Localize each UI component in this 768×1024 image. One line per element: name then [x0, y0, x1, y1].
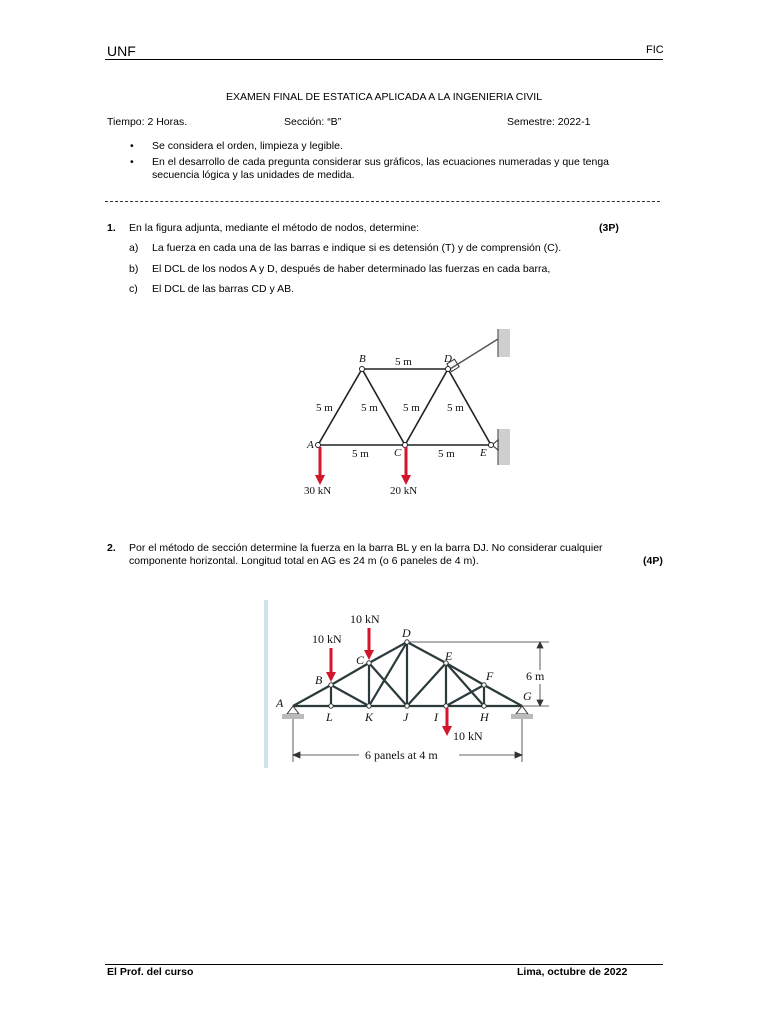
node-label-j: J [403, 710, 409, 724]
node-label-i: I [434, 710, 438, 724]
node-label-e: E [480, 447, 487, 459]
height-label: 6 m [526, 669, 545, 683]
node-label-b: B [315, 673, 323, 687]
node-label-a: A [276, 696, 284, 710]
header-rule [105, 59, 663, 60]
footer-right: Lima, octubre de 2022 [517, 966, 628, 978]
q2-points: (4P) [643, 555, 663, 567]
header-right: FIC [646, 44, 664, 56]
span-label: 6 panels at 4 m [365, 748, 438, 762]
load-arrow [442, 708, 452, 736]
node-label-c: C [394, 447, 402, 459]
exam-title: EXAMEN FINAL DE ESTATICA APLICADA A LA INGENIERIA CIVIL [225, 91, 543, 103]
header-left: UNF [107, 43, 136, 59]
q2-text: Por el método de sección determine la fuerza en la barra BL y en la barra DJ. No considerar cualquier componente horizontal. Longitud total en AG es 24 m (o 6 paneles de 4 m). [129, 542, 603, 567]
q1-truss-figure [290, 325, 520, 505]
q1-item-text: La fuerza en cada una de las barras e indique si es detensión (T) y de comprensión (C). [152, 242, 562, 254]
node-label-l: L [326, 710, 333, 724]
length-label: 5 m [395, 356, 412, 368]
roller-support-g [511, 706, 533, 719]
length-label: 5 m [438, 448, 455, 460]
node-label-h: H [480, 710, 489, 724]
exam-section: Sección: “B” [284, 116, 342, 128]
node-label-d: D [402, 626, 411, 640]
q1-item-text: El DCL de los nodos A y D, después de haber determinado las fuerzas en cada barra, [152, 263, 551, 275]
load-arrow [364, 628, 374, 660]
footer-left: El Prof. del curso [107, 966, 194, 978]
wall-support-top [498, 329, 510, 357]
figure-edge [264, 600, 268, 768]
load-label: 10 kN [312, 632, 342, 646]
wall-support-bottom [498, 429, 510, 465]
node-label-e: E [445, 649, 453, 663]
q1-item-letter: c) [129, 283, 138, 295]
node-label-a: A [307, 439, 314, 451]
length-label: 5 m [447, 402, 464, 414]
load-arrow [326, 648, 336, 682]
q1-item-text: El DCL de las barras CD y AB. [152, 283, 294, 295]
footer-rule [105, 964, 663, 965]
pin-support-a [282, 706, 304, 719]
q1-item-letter: b) [129, 263, 139, 275]
q1-text: En la figura adjunta, mediante el método de nodos, determine: [129, 222, 420, 234]
q2-truss-figure [264, 600, 564, 770]
q1-points: (3P) [599, 222, 619, 234]
load-arrow [315, 447, 325, 485]
load-label: 10 kN [350, 612, 380, 626]
load-arrow [401, 447, 411, 485]
q2-number: 2. [107, 542, 116, 554]
load-label: 10 kN [453, 729, 483, 743]
exam-rules [112, 140, 652, 185]
node-label-f: F [486, 669, 494, 683]
exam-semester: Semestre: 2022-1 [507, 116, 591, 128]
rule-item: • Se considera el orden, limpieza y legible. [112, 140, 652, 154]
length-label: 5 m [316, 402, 333, 414]
rule-item: • En el desarrollo de cada pregunta considerar sus gráficos, las ecuaciones numeradas y que tenga secuencia lógica y las unidades de medida. [112, 156, 652, 183]
support-link [450, 339, 498, 369]
length-label: 5 m [361, 402, 378, 414]
length-label: 5 m [403, 402, 420, 414]
exam-time: Tiempo: 2 Horas. [107, 116, 188, 128]
load-label: 30 kN [304, 485, 332, 497]
separator [105, 201, 660, 202]
node-label-d: D [444, 353, 452, 365]
q1-number: 1. [107, 222, 116, 234]
node-label-k: K [365, 710, 374, 724]
node-label-g: G [523, 689, 532, 703]
node-label-c: C [356, 653, 365, 667]
q1-item-letter: a) [129, 242, 139, 254]
length-label: 5 m [352, 448, 369, 460]
node-label-b: B [359, 353, 366, 365]
load-label: 20 kN [390, 485, 418, 497]
